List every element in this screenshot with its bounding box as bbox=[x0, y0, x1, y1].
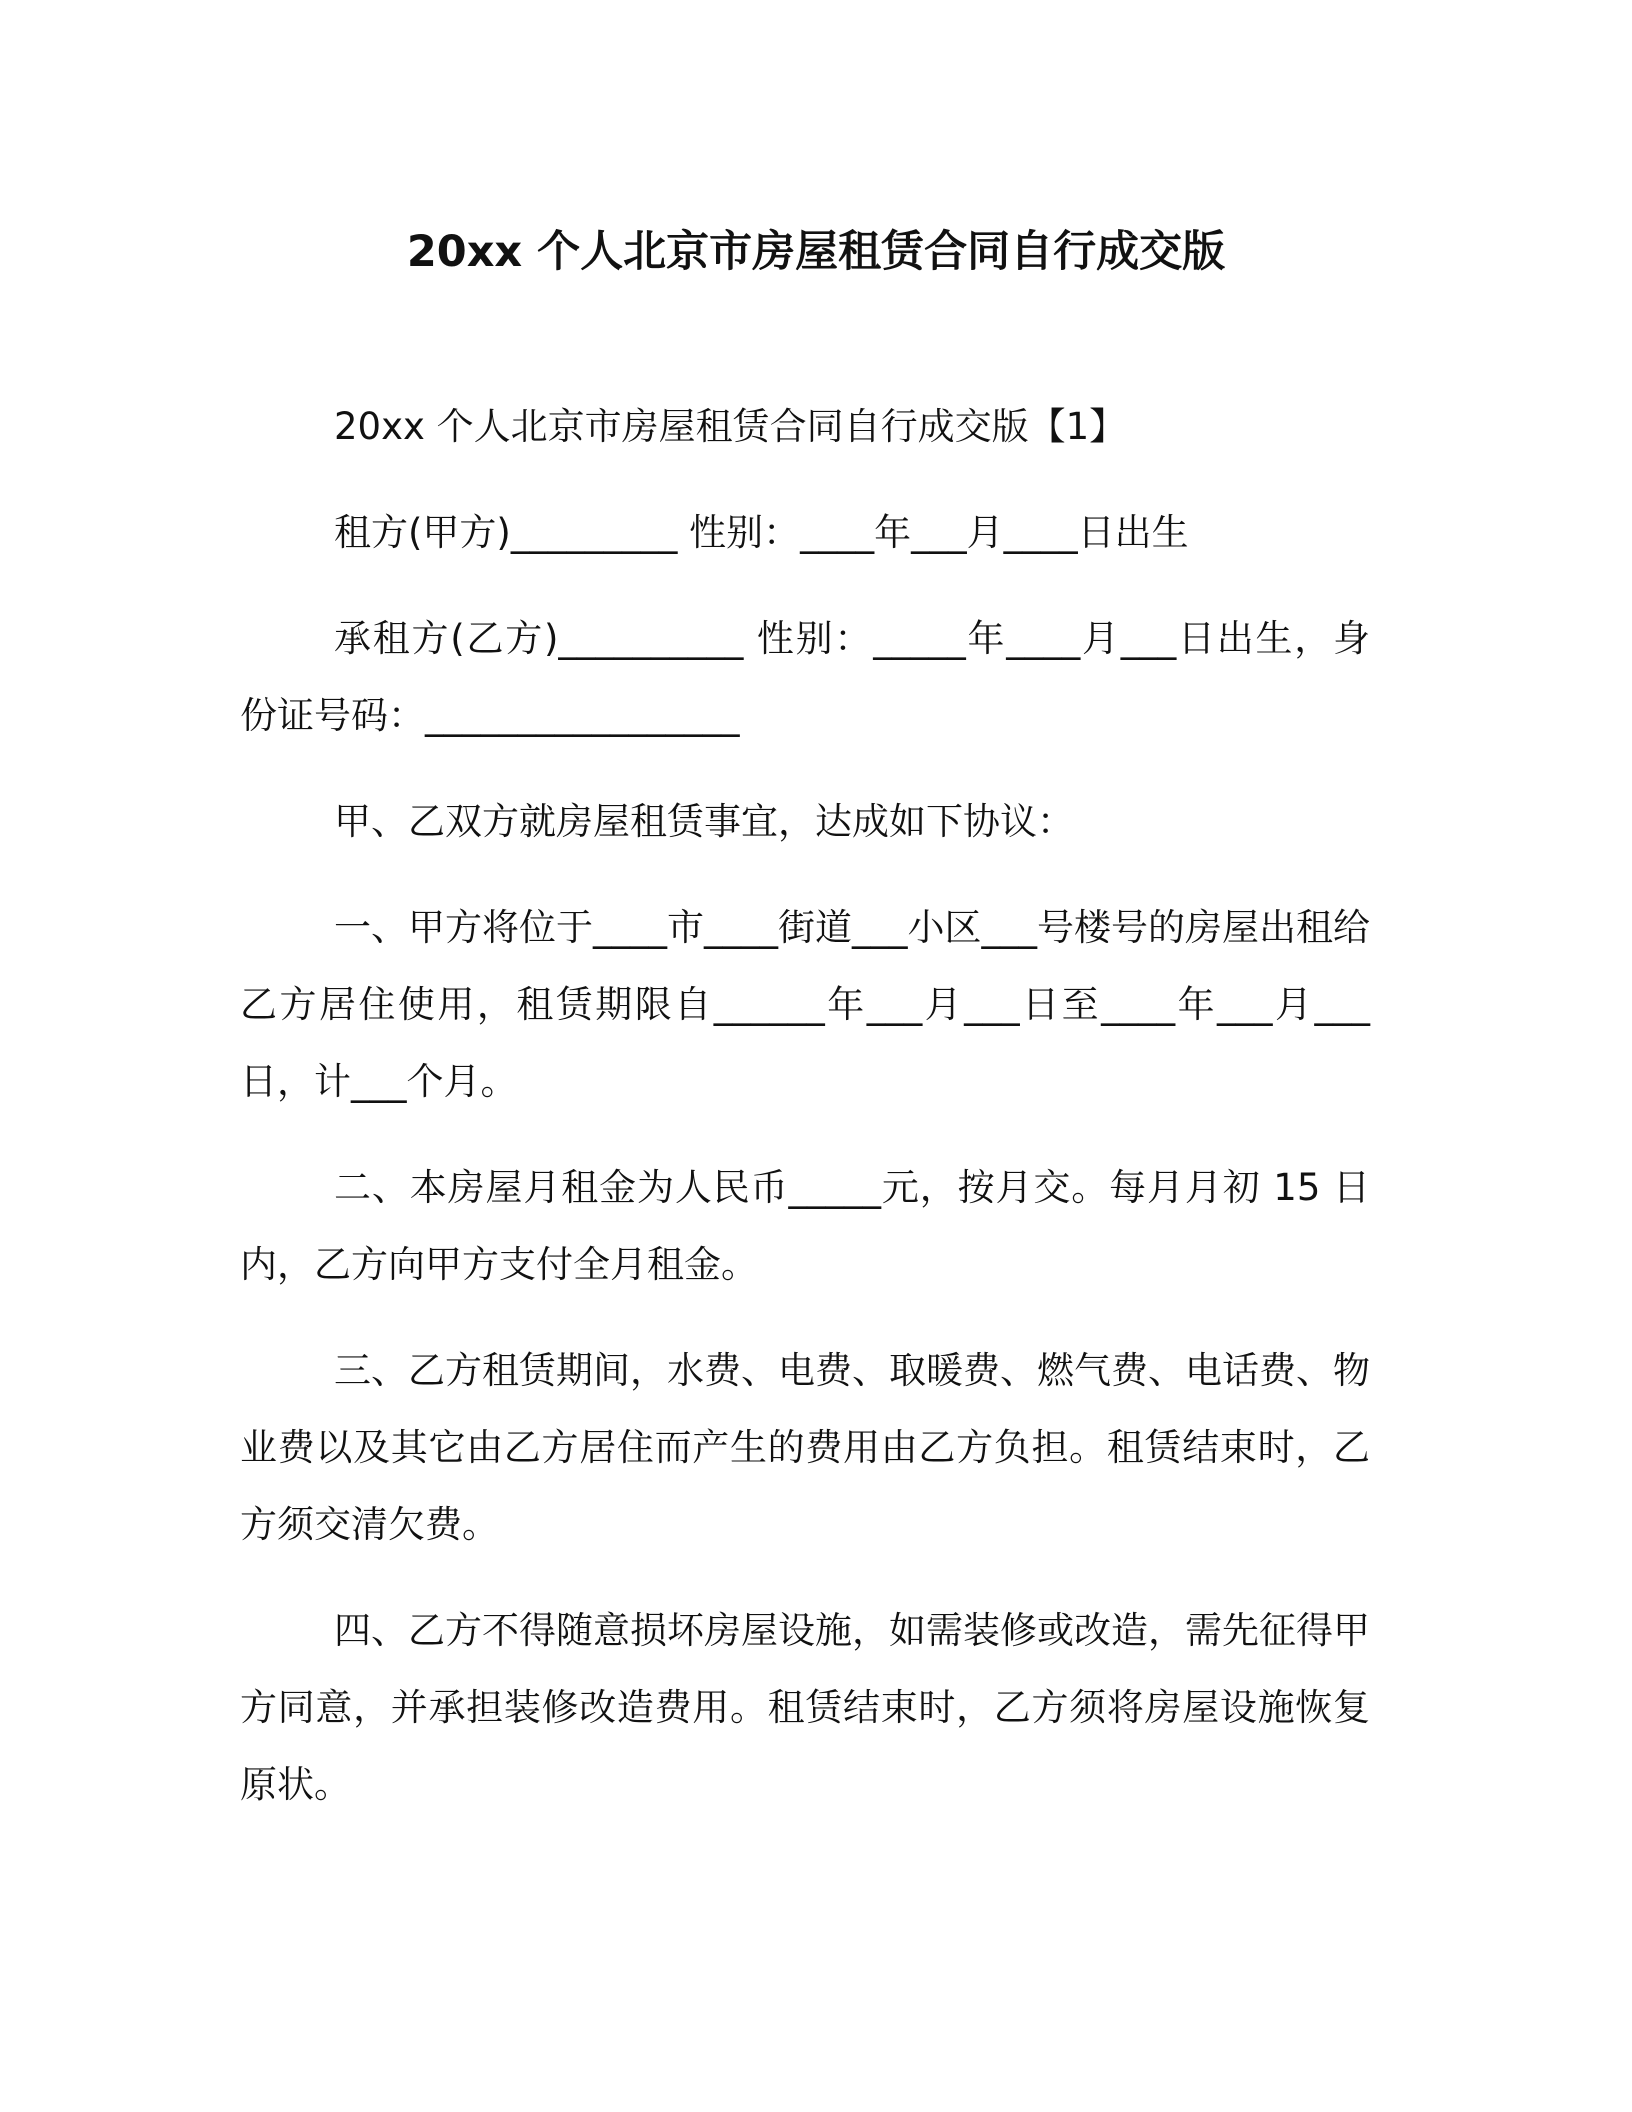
party-b-line: 承租方(乙方)__________ 性别：_____年____月___日出生，身份证号码：_________________ bbox=[240, 617, 1370, 737]
document-body bbox=[240, 388, 1370, 1823]
clause-4: 四、乙方不得随意损坏房屋设施，如需装修或改造，需先征得甲方同意，并承担装修改造费用。租赁结束时，乙方须将房屋设施恢复原状。 bbox=[240, 1609, 1370, 1806]
party-a-line: 租方(甲方)_________ 性别：____年___月____日出生 bbox=[334, 511, 1189, 554]
clause-1: 一、甲方将位于____市____街道___小区___号楼号的房屋出租给乙方居住使用，租赁期限自______年___月___日至____年___月___日，计___个月。 bbox=[240, 906, 1370, 1103]
document-title: 20xx 个人北京市房屋租赁合同自行成交版 bbox=[406, 227, 1226, 277]
clause-3: 三、乙方租赁期间，水费、电费、取暖费、燃气费、电话费、物业费以及其它由乙方居住而产生的费用由乙方负担。租赁结束时，乙方须交清欠费。 bbox=[240, 1349, 1370, 1546]
clause-2: 二、本房屋月租金为人民币_____元，按月交。每月月初 15 日内，乙方向甲方支付全月租金。 bbox=[240, 1166, 1370, 1286]
contract-subtitle: 20xx 个人北京市房屋租赁合同自行成交版【1】 bbox=[334, 405, 1127, 448]
agreement-intro: 甲、乙双方就房屋租赁事宜，达成如下协议： bbox=[334, 800, 1074, 843]
